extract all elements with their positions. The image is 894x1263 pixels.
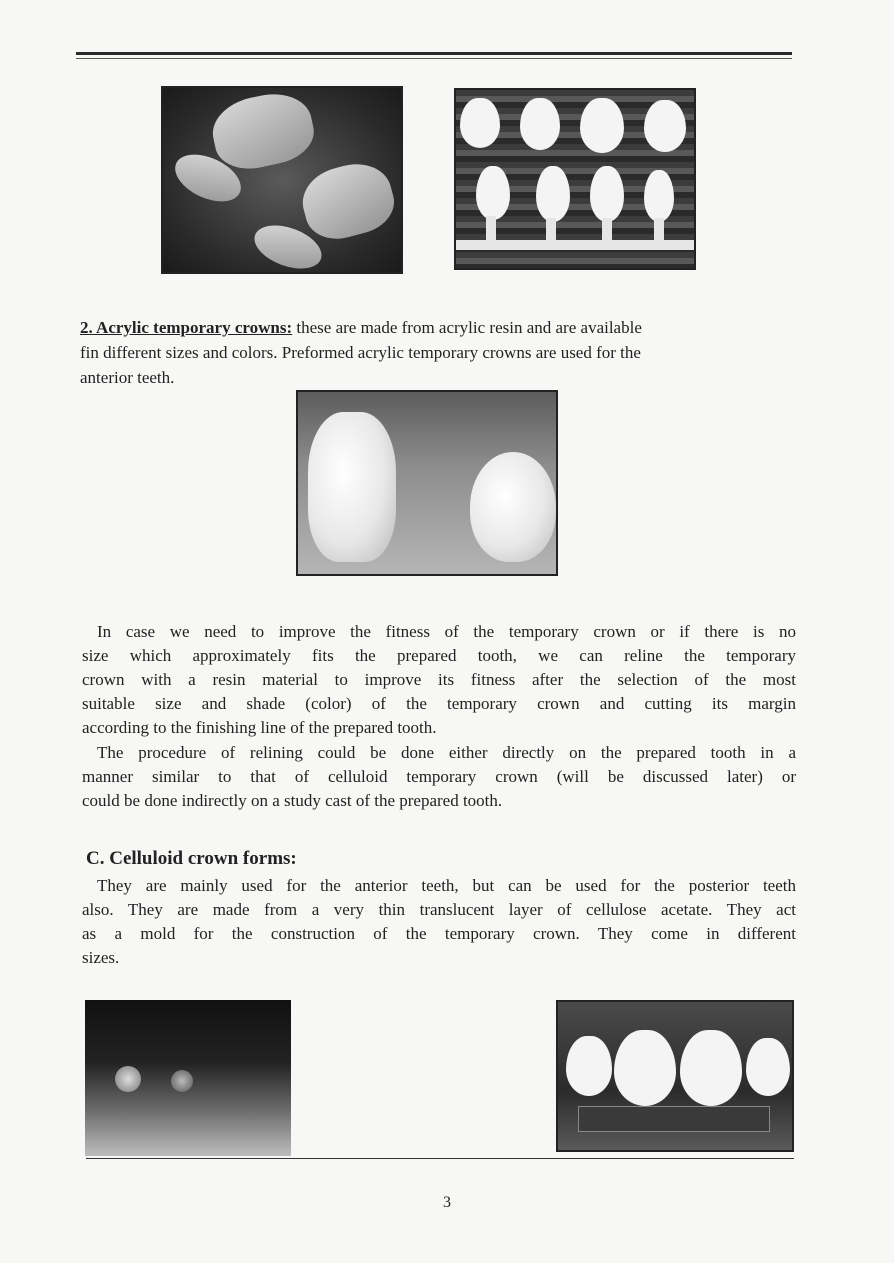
celluloid-heading: C. Celluloid crown forms: <box>86 848 297 869</box>
acrylic-heading: 2. Acrylic temporary crowns: <box>80 318 293 337</box>
photo-celluloid-crowns-on-teeth <box>556 1000 794 1152</box>
celluloid-line: also. They are made from a very thin translucent layer of cellulose acetate. They act <box>82 900 796 919</box>
procedure-line: manner similar to that of celluloid temporary crown (will be discussed later) or <box>82 767 796 786</box>
celluloid-line: sizes. <box>82 948 120 967</box>
reline-line: according to the finishing line of the prepared tooth. <box>82 718 437 737</box>
procedure-line: could be done indirectly on a study cast of the prepared tooth. <box>82 791 503 810</box>
acrylic-line-3: anterior teeth. <box>80 368 175 387</box>
page-number: 3 <box>443 1194 451 1211</box>
header-rule <box>76 52 792 55</box>
reline-line: size which approximately fits the prepared tooth, we can reline the temporary <box>82 646 796 665</box>
photo-molar-crown-forms <box>161 86 403 274</box>
acrylic-line-2: fin different sizes and colors. Preformed acrylic temporary crowns are used for the <box>80 343 641 362</box>
reline-line: In case we need to improve the fitness of the temporary crown or if there is no <box>97 622 796 641</box>
photo-teeth-rows <box>454 88 696 270</box>
celluloid-line: They are mainly used for the anterior teeth, but can be used for the posterior teeth <box>97 876 796 895</box>
footer-rule <box>86 1158 794 1159</box>
reline-line: crown with a resin material to improve its fitness after the selection of the most <box>82 670 796 689</box>
procedure-line: The procedure of relining could be done either directly on the prepared tooth in a <box>97 743 796 762</box>
celluloid-paragraph <box>82 874 796 970</box>
photo-acrylic-crowns <box>296 390 558 576</box>
reline-paragraph <box>82 620 796 740</box>
acrylic-intro-text: these are made from acrylic resin and are available <box>292 318 642 337</box>
header-rule-thin <box>76 58 792 59</box>
reline-line: suitable size and shade (color) of the temporary crown and cutting its margin <box>82 694 796 713</box>
celluloid-line: as a mold for the construction of the temporary crown. They come in different <box>82 924 796 943</box>
acrylic-line-1 <box>80 316 792 340</box>
photo-celluloid-forms <box>85 1000 291 1156</box>
procedure-paragraph <box>82 741 796 813</box>
